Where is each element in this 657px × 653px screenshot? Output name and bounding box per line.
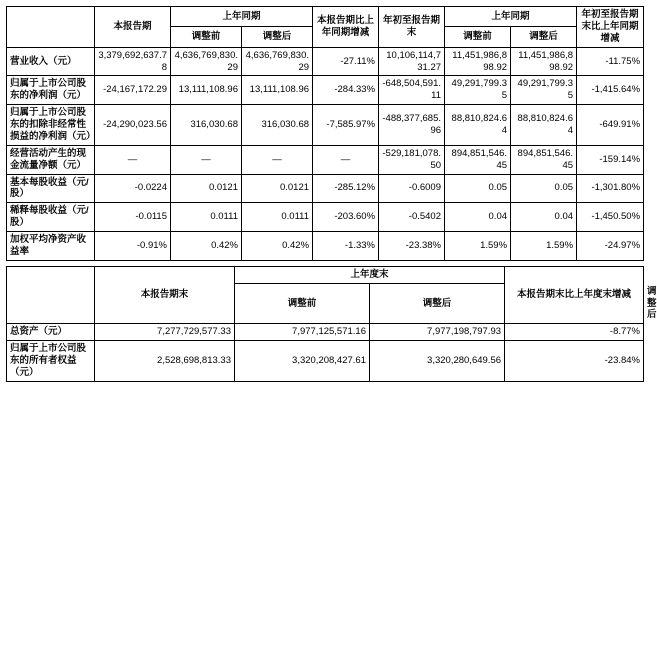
cell-value: -1,450.50% [577,203,644,232]
cell-value: -11.75% [577,47,644,76]
cell-value: -0.91% [95,232,171,261]
balance-sheet-table [6,266,657,382]
cell-value: -1.33% [313,232,379,261]
cell-value: -27.11% [313,47,379,76]
header-current-period: 本报告期 [95,7,171,48]
table-row [7,105,644,146]
table-row [7,76,644,105]
row-label: 经营活动产生的现金流量净额（元） [7,145,95,174]
cell-value: 13,111,108.96 [171,76,242,105]
cell-value: -0.6009 [379,174,445,203]
row-label: 加权平均净资产收益率 [7,232,95,261]
corner-cell [7,7,95,48]
header-prior-year-end: 上年度末 [235,266,505,283]
table-row [7,232,644,261]
row-label: 稀释每股收益（元/股） [7,203,95,232]
header-yoy-change: 本报告期末比上年度末增减 [505,266,644,324]
table-row [7,145,644,174]
cell-value: 1.59% [511,232,577,261]
cell-value: -648,504,591.11 [379,76,445,105]
header-after-adjust: 调整后 [370,283,505,324]
table-row [7,341,644,382]
cell-value: 49,291,799.35 [511,76,577,105]
cell-value: -649.91% [577,105,644,146]
cell-value: 0.04 [445,203,511,232]
cell-value: -1,415.64% [577,76,644,105]
cell-value: -24,290,023.56 [95,105,171,146]
cell-value: 0.42% [242,232,313,261]
cell-value: 7,977,125,571.16 [235,324,370,341]
cell-value: -0.5402 [379,203,445,232]
cell-value: 0.0121 [171,174,242,203]
cell-value: -1,301.80% [577,174,644,203]
cell-value: 3,320,280,649.56 [370,341,505,382]
table2-header-row-1 [7,266,644,283]
cell-value: 0.04 [511,203,577,232]
header-ytd: 年初至报告期末 [379,7,445,48]
table-header-row-1 [7,7,644,27]
cell-value: -285.12% [313,174,379,203]
row-label: 营业收入（元） [7,47,95,76]
cell-value: -0.0224 [95,174,171,203]
cell-value: -23.84% [505,341,644,382]
cell-value: 49,291,799.35 [445,76,511,105]
header-after-adjust-1: 调整后 [242,27,313,47]
cell-value: 7,277,729,577.33 [95,324,235,341]
cell-value: 0.42% [171,232,242,261]
header-prior-period: 上年同期 [171,7,313,27]
quarterly-results-table [6,6,644,261]
cell-value: 4,636,769,830.29 [171,47,242,76]
cell-value: 0.0111 [171,203,242,232]
cell-value: 894,851,546.45 [511,145,577,174]
cell-value: — [242,145,313,174]
header-after-adjust-2: 调整后 [511,27,577,47]
cell-value: 10,106,114,731.27 [379,47,445,76]
cell-value: 894,851,546.45 [445,145,511,174]
table-row [7,174,644,203]
cell-value: 0.0121 [242,174,313,203]
cell-value: 11,451,986,898.92 [511,47,577,76]
cell-value: 4,636,769,830.29 [242,47,313,76]
cell-value: -529,181,078.50 [379,145,445,174]
cell-value: 0.05 [445,174,511,203]
cell-value: — [313,145,379,174]
cell-value: 1.59% [445,232,511,261]
cell-value: -24,167,172.29 [95,76,171,105]
cell-value: 0.0111 [242,203,313,232]
cell-value: -284.33% [313,76,379,105]
cell-value: 316,030.68 [171,105,242,146]
corner-cell [7,266,95,324]
cell-value: 88,810,824.64 [511,105,577,146]
table2-header-row-2: 调整前 调整后 调整后 [7,283,644,324]
cell-value: -159.14% [577,145,644,174]
cell-value: -7,585.97% [313,105,379,146]
header-period-change: 本报告期比上年同期增减 [313,7,379,48]
cell-value: 3,379,692,637.78 [95,47,171,76]
cell-value: -23.38% [379,232,445,261]
cell-value: 316,030.68 [242,105,313,146]
row-label: 总资产（元） [7,324,95,341]
cell-value: -488,377,685.96 [379,105,445,146]
cell-value: 7,977,198,797.93 [370,324,505,341]
cell-value: 0.05 [511,174,577,203]
row-label: 基本每股收益（元/股） [7,174,95,203]
cell-value: -24.97% [577,232,644,261]
row-label: 归属于上市公司股东的净利润（元） [7,76,95,105]
table-row [7,47,644,76]
header-prior-ytd: 上年同期 [445,7,577,27]
table-row [7,324,644,341]
cell-value: -203.60% [313,203,379,232]
cell-value: 2,528,698,813.33 [95,341,235,382]
cell-value: — [95,145,171,174]
header-ytd-change: 年初至报告期末比上年同期增减 [577,7,644,48]
header-before-adjust-2: 调整前 [445,27,511,47]
table-row [7,203,644,232]
header-before-adjust: 调整前 [235,283,370,324]
header-period-end: 本报告期末 [95,266,235,324]
cell-value: 3,320,208,427.61 [235,341,370,382]
cell-value: — [171,145,242,174]
row-label: 归属于上市公司股东的所有者权益（元） [7,341,95,382]
cell-value: -8.77% [505,324,644,341]
cell-value: 88,810,824.64 [445,105,511,146]
row-label: 归属于上市公司股东的扣除非经常性损益的净利润（元） [7,105,95,146]
cell-value: 13,111,108.96 [242,76,313,105]
cell-value: 11,451,986,898.92 [445,47,511,76]
cell-value: -0.0115 [95,203,171,232]
header-before-adjust-1: 调整前 [171,27,242,47]
